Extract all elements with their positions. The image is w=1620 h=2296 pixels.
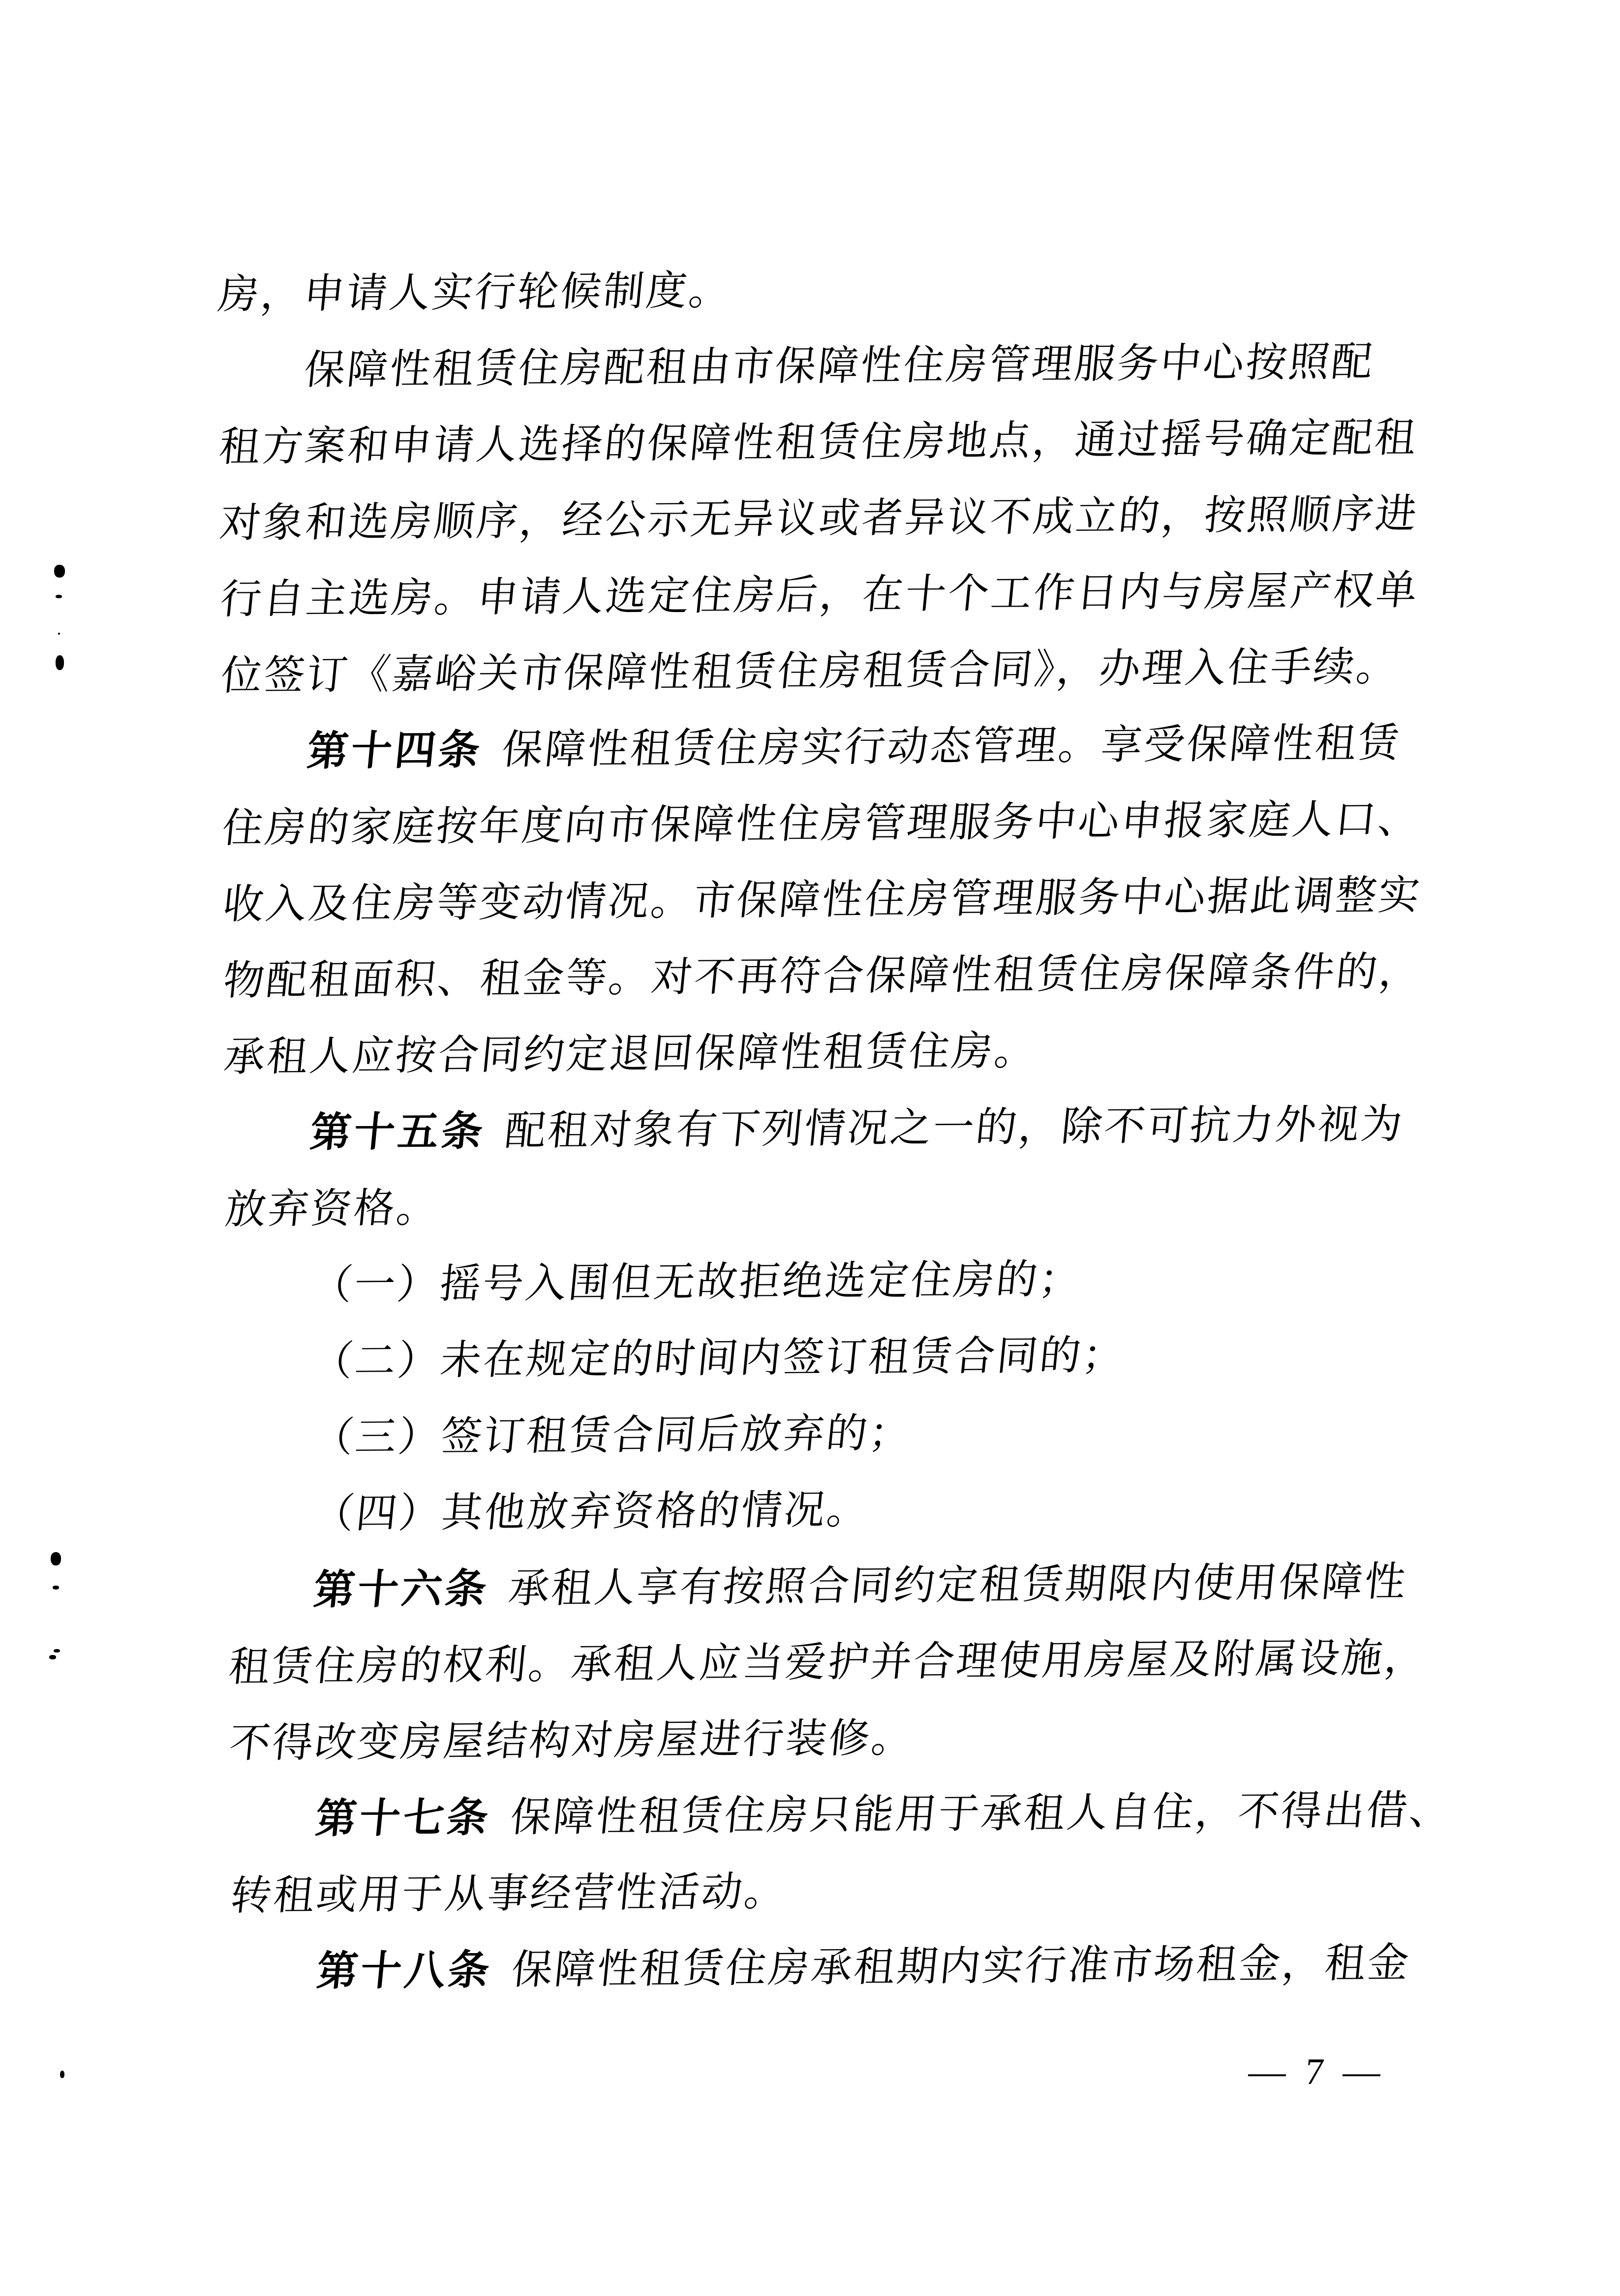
scan-artifact — [53, 1586, 59, 1590]
line-text: 租方案和申请人选择的保障性租赁住房地点，通过摇号确定配租 — [217, 415, 1420, 470]
line-text: 保障性租赁住房配租由市保障性住房管理服务中心按照配 — [302, 339, 1377, 393]
text-line — [218, 704, 1436, 790]
scan-artifact — [56, 595, 62, 598]
line-text: 房，申请人实行轮候制度。 — [215, 268, 734, 317]
text-line — [226, 1696, 1443, 1781]
line-text: （二）未在规定的时间内签订租赁合同的； — [309, 1332, 1128, 1384]
text-line — [220, 1010, 1438, 1095]
article-number: 第十八条 — [314, 1947, 494, 1994]
scan-artifact — [54, 1649, 60, 1653]
line-text: 配租对象有下列情况之一的，除不可抗力外视为 — [503, 1101, 1406, 1154]
text-line — [224, 1467, 1441, 1553]
text-line — [226, 1772, 1455, 1858]
text-line — [221, 1086, 1438, 1171]
line-text: 住房的家庭按年度向市保障性住房管理服务中心申报家庭人口、 — [220, 796, 1423, 851]
text-line — [216, 476, 1434, 561]
scan-artifact — [51, 1552, 61, 1565]
text-line — [219, 857, 1437, 943]
text-line — [215, 323, 1433, 409]
text-line — [223, 1391, 1441, 1476]
article-number: 第十六条 — [311, 1566, 491, 1613]
text-line — [227, 1848, 1444, 1934]
line-text: （一）摇号入围但无故拒绝选定住房的； — [309, 1256, 1084, 1308]
article-number: 第十四条 — [305, 727, 485, 774]
line-text: 承租人享有按照合同约定租赁期限内使用保障性 — [506, 1559, 1410, 1612]
article-number: 第十五条 — [308, 1108, 488, 1156]
text-line — [225, 1620, 1443, 1705]
text-line — [221, 1162, 1439, 1248]
line-text: 转租或用于从事经营性活动。 — [228, 1868, 790, 1919]
scan-artifact — [58, 633, 60, 635]
line-text: 行自主选房。申请人选定住房后，在十个工作日内与房屋产权单 — [218, 567, 1421, 622]
scan-artifact — [56, 655, 64, 670]
text-line — [217, 552, 1435, 638]
scan-artifact — [60, 2071, 64, 2078]
line-text: 保障性租赁住房实行动态管理。享受保障性租赁 — [500, 720, 1404, 773]
scan-artifact — [54, 565, 65, 578]
line-text: （三）签订租赁合同后放弃的； — [310, 1410, 915, 1461]
text-line — [223, 1315, 1440, 1400]
line-text: 租赁住房的权利。承租人应当爱护并合理使用房屋及附属设施， — [226, 1635, 1430, 1690]
text-line — [215, 399, 1433, 485]
line-text: （四）其他放弃资格的情况。 — [311, 1487, 872, 1537]
text-line — [220, 933, 1437, 1019]
text-line — [217, 628, 1435, 714]
line-text: 物配租面积、租金等。对不再符合保障性租赁住房保障条件的， — [221, 949, 1424, 1004]
article-number: 第十七条 — [313, 1795, 493, 1842]
scan-artifact — [49, 1655, 56, 1659]
text-line — [228, 1925, 1445, 2010]
line-text: 收入及住房等变动情况。市保障性住房管理服务中心据此调整实 — [220, 872, 1424, 927]
line-text: 保障性租赁住房承租期内实行准市场租金，租金 — [509, 1940, 1413, 1993]
line-text: 保障性租赁住房只能用于承租人自住，不得出借、 — [508, 1787, 1455, 1840]
text-line — [218, 781, 1436, 866]
text-line — [225, 1543, 1442, 1629]
line-text: 放弃资格。 — [223, 1185, 442, 1232]
page-number: — 7 — — [1247, 2051, 1387, 2092]
line-text: 承租人应按合同约定退回保障性租赁住房。 — [222, 1028, 1039, 1080]
line-text: 对象和选房顺序，经公示无异议或者异议不成立的，按照顺序进 — [217, 491, 1421, 546]
document-body — [215, 247, 1455, 2010]
line-text: 位签订《嘉峪关市保障性租赁住房租赁合同》，办理入住手续。 — [219, 643, 1402, 699]
line-text: 不得改变房屋结构对房屋进行装修。 — [227, 1715, 917, 1766]
text-line — [214, 247, 1432, 333]
text-line — [222, 1238, 1440, 1324]
